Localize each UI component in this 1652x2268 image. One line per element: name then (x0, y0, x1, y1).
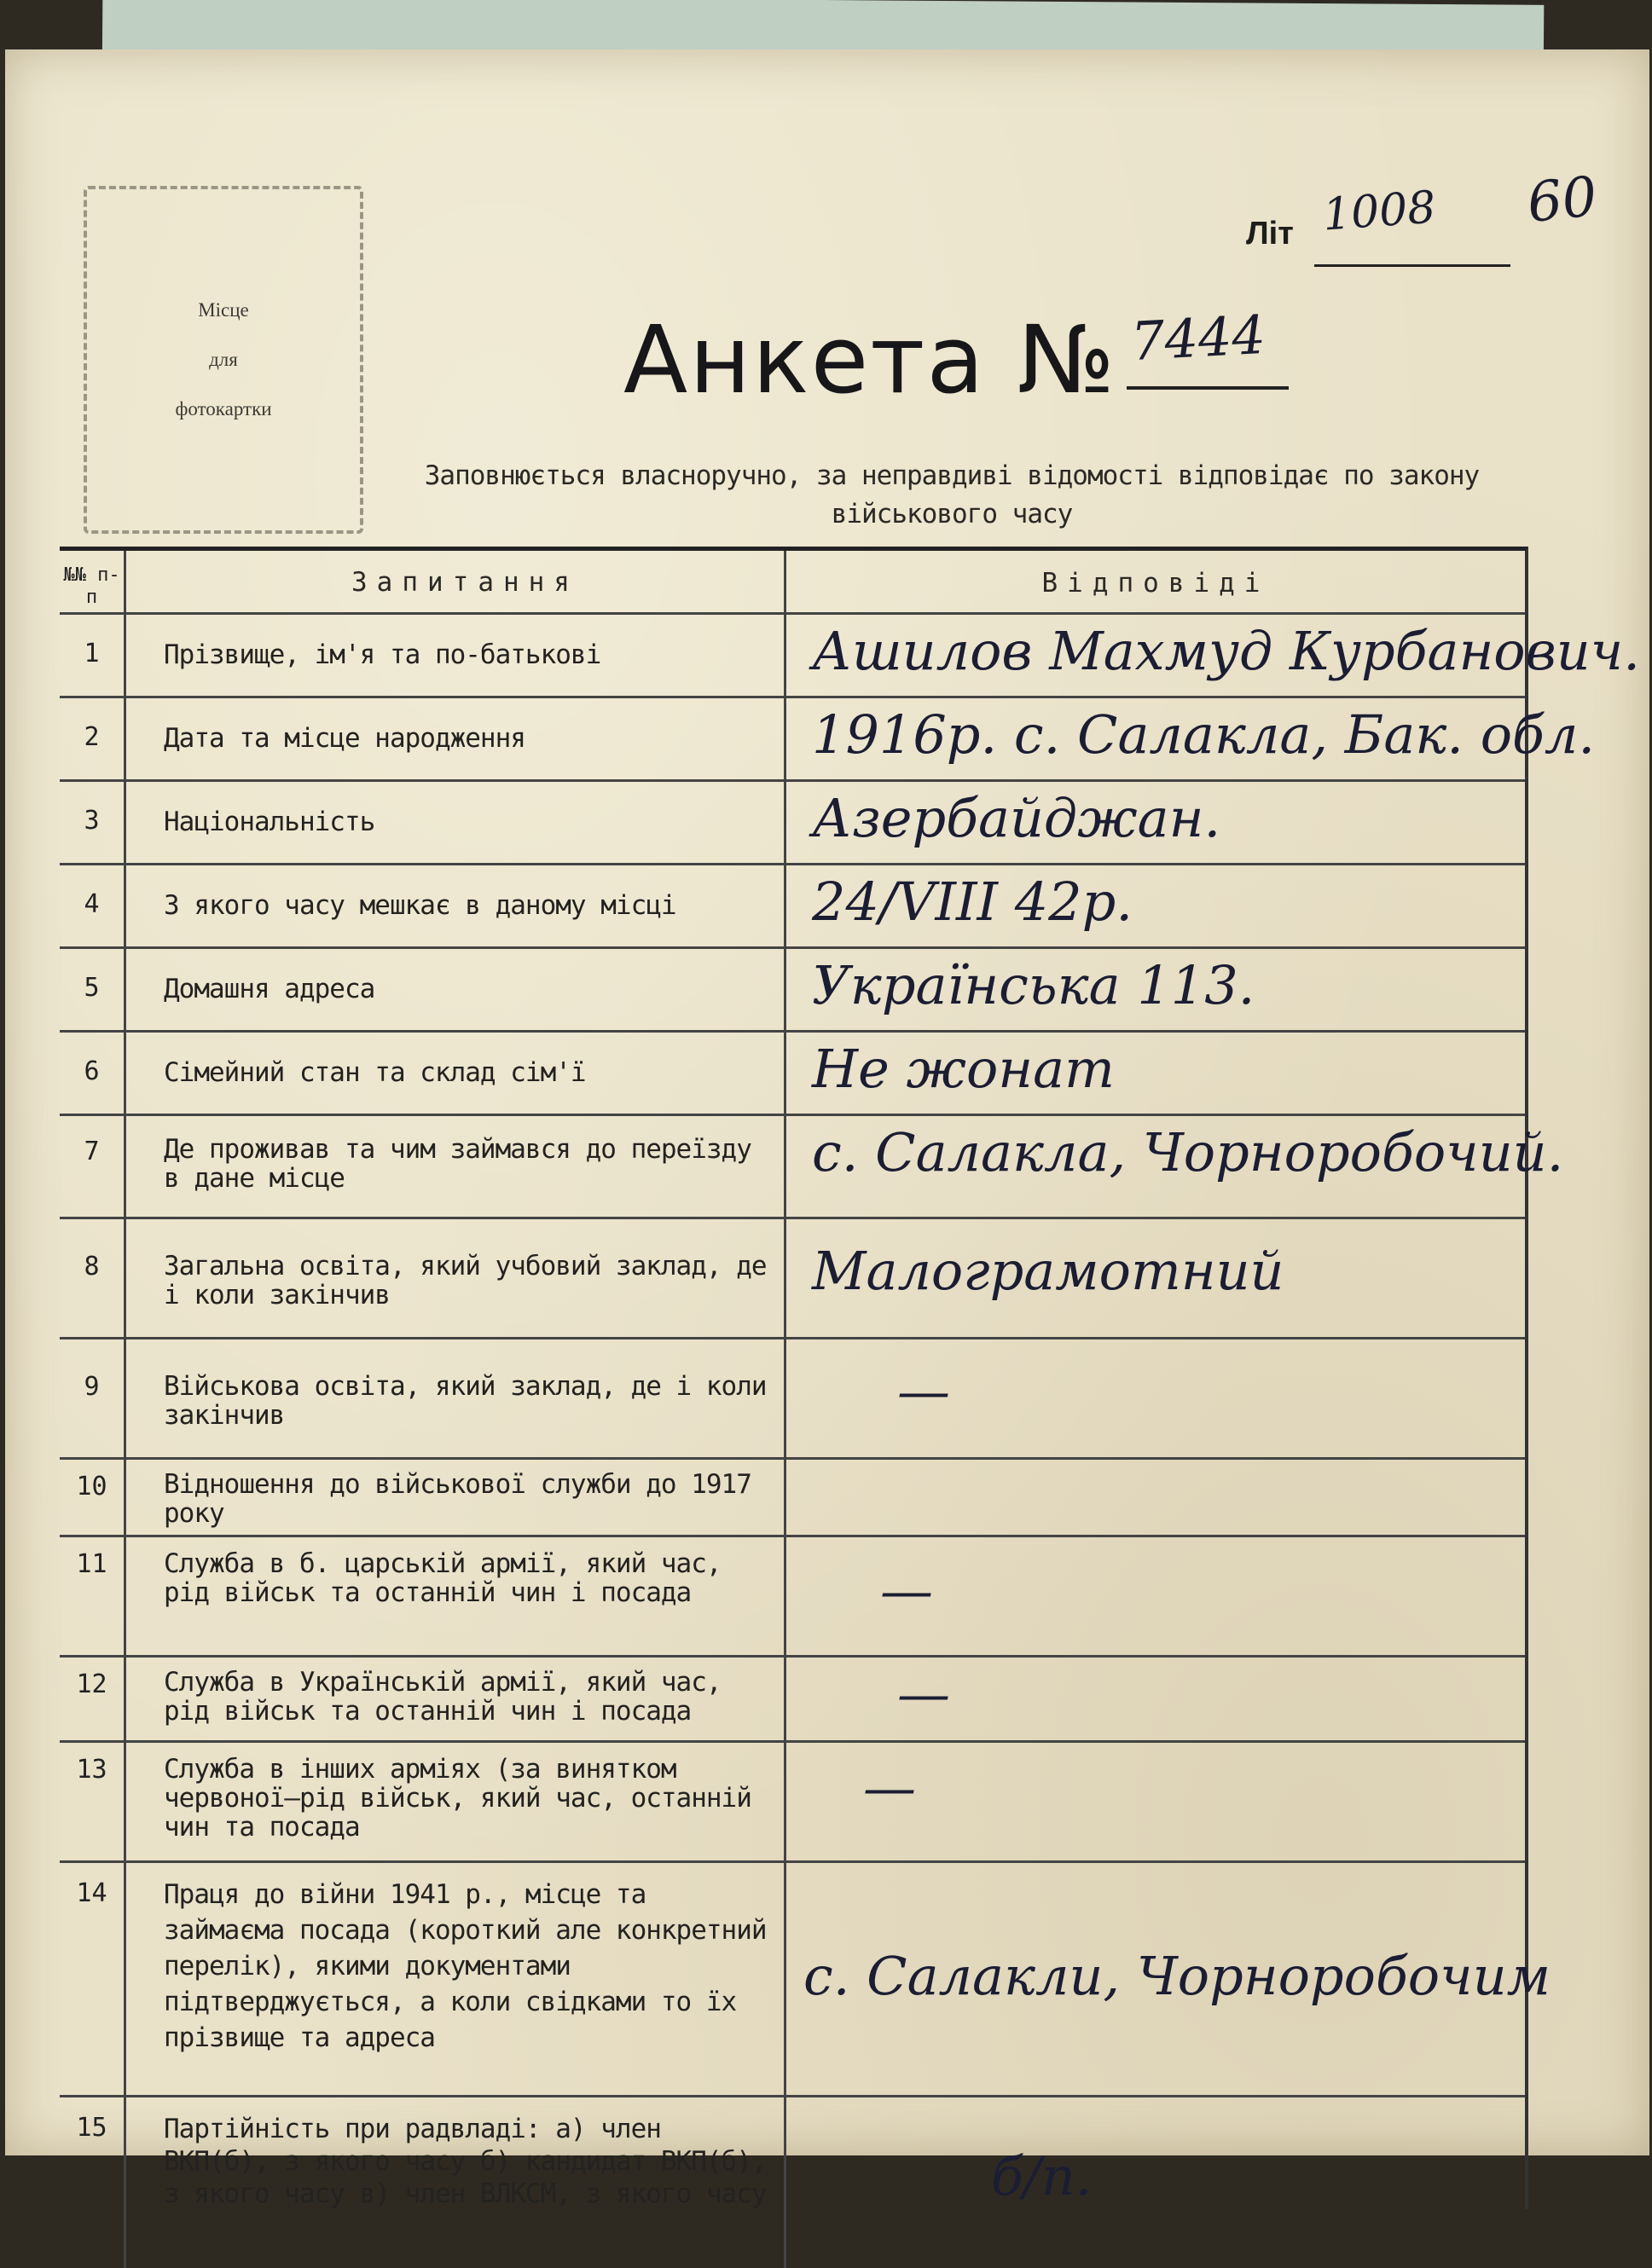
header-num: №№ п-п (60, 551, 126, 612)
row-question: Військова освіта, який заклад, де і коли закінчив (126, 1339, 786, 1457)
form-sheet (5, 49, 1649, 2209)
page-number: 60 (1524, 165, 1601, 236)
row-number: 15 (60, 2097, 126, 2268)
photo-placeholder (84, 186, 363, 534)
photo-label-line3: фотокартки (175, 398, 272, 419)
row-number: 8 (60, 1219, 126, 1337)
row-answer (786, 1460, 1525, 1535)
row-number: 14 (60, 1863, 126, 2095)
row-answer (786, 1033, 1525, 1114)
table-row-12 (60, 1658, 1525, 1743)
questionnaire-table (60, 547, 1640, 2209)
row-question: Партійність при радвладі: а) член ВКП(б), з якого часу б) кандидат ВКП(б), з якого часу в) член ВЛКСМ, з якого часу (126, 2097, 786, 2268)
table-row-5 (60, 949, 1525, 1033)
table-row-7 (60, 1116, 1564, 1219)
table-row-8 (60, 1219, 1525, 1339)
row-answer (786, 1863, 1551, 2095)
table-header-row (60, 551, 1525, 615)
row-number: 1 (60, 615, 126, 696)
row-answer (786, 1339, 1525, 1457)
row-number: 4 (60, 865, 126, 946)
row-answer (786, 1219, 1525, 1337)
photo-label-line1: Місце (198, 299, 249, 321)
row-answer (786, 949, 1525, 1030)
row-answer (786, 698, 1596, 779)
answer-text: 1916р. с. Салакла, Бак. обл. (812, 703, 1596, 766)
header-answer: Відповіді (1041, 568, 1270, 599)
answer-text: б/п. (991, 2145, 1093, 2207)
answer-text: с. Салакла, Чорноробочий. (812, 1121, 1564, 1183)
form-subtitle (380, 457, 1523, 534)
answer-text: — (897, 1360, 950, 1422)
table-row-6 (60, 1033, 1525, 1116)
row-number: 10 (60, 1460, 126, 1535)
form-title: Анкета № (623, 305, 1117, 414)
row-number: 6 (60, 1033, 126, 1114)
lit-underline (1314, 264, 1510, 267)
answer-text: Азербайджан. (812, 787, 1221, 849)
row-answer (786, 1743, 1525, 1860)
table-row-3 (60, 782, 1525, 865)
answer-text: — (897, 1663, 950, 1725)
table-row-1 (60, 615, 1640, 698)
table-row-2 (60, 698, 1596, 782)
row-number: 2 (60, 698, 126, 779)
row-answer (786, 1116, 1564, 1217)
form-number-underline (1127, 386, 1289, 390)
table-row-4 (60, 865, 1525, 949)
subtitle-line1: Заповнюється власноручно, за неправдиві відомості відповідає по закону (424, 460, 1480, 491)
answer-text: Ашилов Махмуд Курбанович. (812, 620, 1640, 682)
row-question: З якого часу мешкає в даному місці (126, 865, 786, 946)
row-number: 12 (60, 1658, 126, 1740)
lit-value: 1008 (1321, 182, 1438, 241)
answer-text: Українська 113. (812, 954, 1255, 1016)
row-question: Сімейний стан та склад сім'ї (126, 1033, 786, 1114)
row-question: Служба в б. царській армії, який час, рід військ та останній чин і посада (126, 1537, 786, 1655)
answer-text: 24/VIII 42р. (812, 871, 1133, 933)
row-number: 13 (60, 1743, 126, 1860)
row-answer (786, 1537, 1525, 1655)
header-question: Запитання (126, 551, 786, 612)
form-number: 7444 (1129, 303, 1267, 373)
row-answer (786, 865, 1525, 946)
table-row-9 (60, 1339, 1525, 1460)
row-question: Загальна освіта, який учбовий заклад, де і коли закінчив (126, 1219, 786, 1337)
answer-text: — (880, 1559, 933, 1622)
row-question: Дата та місце народження (126, 698, 786, 779)
answer-text: — (863, 1756, 916, 1819)
row-answer (786, 782, 1525, 863)
row-question: Національність (126, 782, 786, 863)
row-answer (786, 1658, 1525, 1740)
row-answer (786, 615, 1640, 696)
table-row-10 (60, 1460, 1525, 1537)
row-question: Служба в Українській армії, який час, рід військ та останній чин і посада (126, 1658, 786, 1740)
row-question: Служба в інших арміях (за винятком червоної—рід військ, який час, останній чин та посада (126, 1743, 786, 1860)
row-number: 11 (60, 1537, 126, 1655)
row-question: Домашня адреса (126, 949, 786, 1030)
row-number: 9 (60, 1339, 126, 1457)
answer-text: с. Салакли, Чорноробочим (803, 1945, 1551, 2007)
row-number: 3 (60, 782, 126, 863)
table-row-14 (60, 1863, 1551, 2097)
answer-text: Не жонат (812, 1038, 1115, 1100)
row-answer (786, 2097, 1525, 2268)
table-row-13 (60, 1743, 1525, 1863)
table-row-15 (60, 2097, 1525, 2268)
row-number: 7 (60, 1116, 126, 1217)
table-row-11 (60, 1537, 1525, 1658)
photo-label-line2: для (209, 349, 238, 370)
subtitle-line2: військового часу (831, 499, 1073, 529)
answer-text: Малограмотний (812, 1240, 1284, 1302)
row-question: Де проживав та чим займався до переїзду в дане місце (126, 1116, 786, 1217)
row-number: 5 (60, 949, 126, 1030)
row-question: Праця до війни 1941 р., місце та займаєма посада (короткий але конкретний перелік), якими документами підтверджується, а коли свідками то їх прізвище та адреса (126, 1863, 786, 2095)
lit-label: Літ (1246, 216, 1294, 252)
row-question: Прізвище, ім'я та по-батькові (126, 615, 786, 696)
row-question: Відношення до військової служби до 1917 року (126, 1460, 786, 1535)
